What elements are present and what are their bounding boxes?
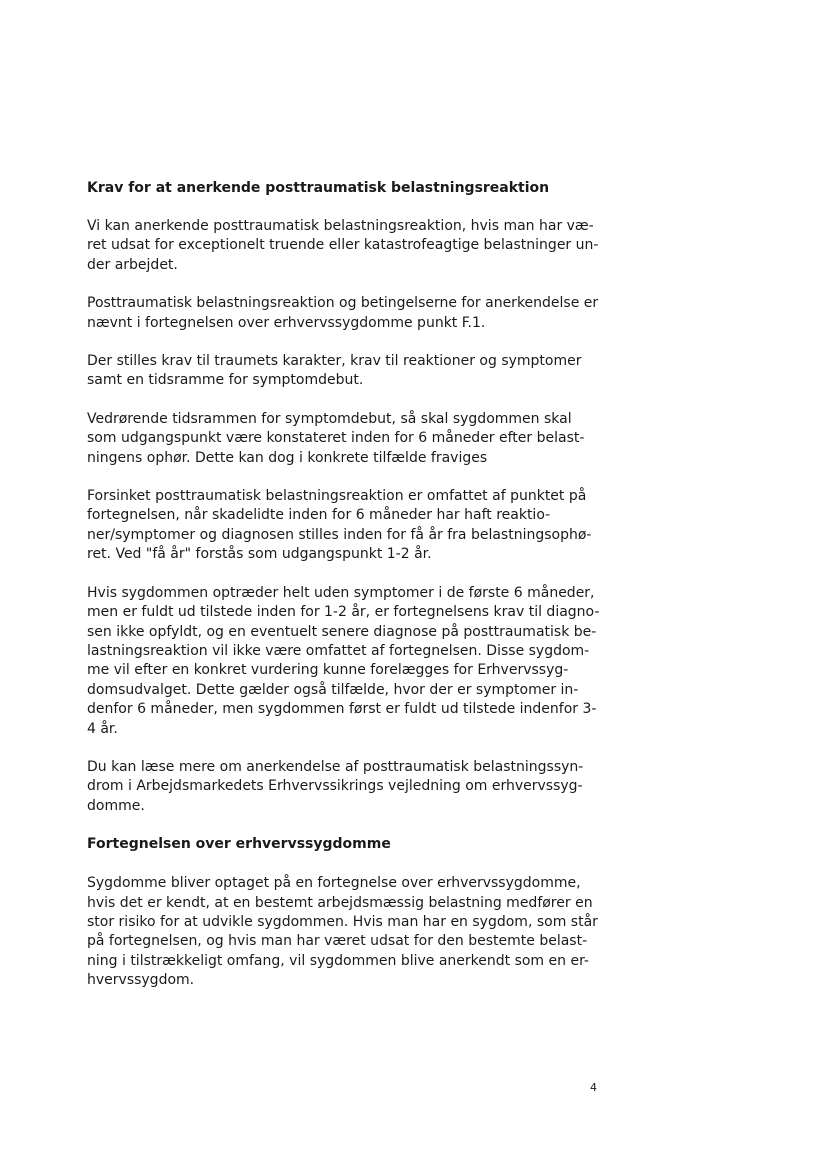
text-line: drom i Arbejdsmarkedets Erhvervssikrings vejledning om erhvervssyg- (87, 778, 583, 795)
text-line: ning i tilstrækkeligt omfang, vil sygdommen blive anerkendt som en er- (87, 952, 589, 969)
text-line: som udgangspunkt være konstateret inden for 6 måneder efter belast- (87, 430, 585, 447)
text-line: ningens ophør. Dette kan dog i konkrete tilfælde fraviges (87, 449, 488, 466)
text-line: ret. Ved "få år" forstås som udgangspunkt 1-2 år. (87, 546, 432, 563)
text-line: domsudvalget. Dette gælder også tilfælde, hvor der er symptomer in- (87, 681, 579, 698)
text-line: me vil efter en konkret vurdering kunne forelægges for Erhvervssyg- (87, 662, 569, 679)
paragraph-5 (87, 487, 607, 565)
text-line: sen ikke opfyldt, og en eventuelt senere diagnose på posttraumatisk be- (87, 623, 597, 640)
paragraph-7 (87, 758, 607, 816)
text-line: Sygdomme bliver optaget på en fortegnelse over erhvervssygdomme, (87, 875, 581, 892)
text-line: hvis det er kendt, at en bestemt arbejdsmæssig belastning medfører en (87, 894, 593, 911)
text-line: Hvis sygdommen optræder helt uden symptomer i de første 6 måneder, (87, 584, 595, 601)
text-line: lastningsreaktion vil ikke være omfattet af fortegnelsen. Disse sygdom- (87, 642, 590, 659)
text-line: fortegnelsen, når skadelidte inden for 6 måneder har haft reaktio- (87, 507, 551, 524)
section-heading-fortegnelsen: Fortegnelsen over erhvervssygdomme (87, 836, 391, 853)
section-heading-krav: Krav for at anerkende posttraumatisk belastningsreaktion (87, 180, 550, 196)
text-line: på fortegnelsen, og hvis man har været udsat for den bestemte belast- (87, 933, 588, 950)
text-line: samt en tidsramme for symptomdebut. (87, 372, 364, 389)
text-line: der arbejdet. (87, 256, 178, 273)
paragraph-3 (87, 352, 607, 391)
text-line: ret udsat for exceptionelt truende eller katastrofeagtige belastninger un- (87, 237, 599, 254)
page-number: 4 (590, 1081, 597, 1094)
text-line: Posttraumatisk belastningsreaktion og betingelserne for anerkendelse er (87, 295, 599, 312)
document-body (87, 178, 607, 991)
text-line: ner/symptomer og diagnosen stilles inden for få år fra belastningsophø- (87, 526, 592, 543)
text-line: Forsinket posttraumatisk belastningsreaktion er omfattet af punktet på (87, 488, 587, 505)
text-line: denfor 6 måneder, men sygdommen først er fuldt ud tilstede indenfor 3- (87, 701, 597, 718)
text-line: men er fuldt ud tilstede inden for 1-2 år, er fortegnelsens krav til diagno- (87, 604, 600, 621)
paragraph-8 (87, 874, 607, 990)
text-line: Der stilles krav til traumets karakter, krav til reaktioner og symptomer (87, 353, 582, 370)
text-line: stor risiko for at udvikle sygdommen. Hvis man har en sygdom, som står (87, 913, 598, 930)
paragraph-4 (87, 410, 607, 468)
paragraph-2 (87, 294, 607, 333)
text-line: domme. (87, 797, 145, 814)
text-line: nævnt i fortegnelsen over erhvervssygdomme punkt F.1. (87, 314, 486, 331)
text-line: 4 år. (87, 720, 118, 737)
text-line: Du kan læse mere om anerkendelse af posttraumatisk belastningssyn- (87, 758, 584, 775)
text-line: Vedrørende tidsrammen for symptomdebut, så skal sygdommen skal (87, 410, 572, 427)
text-line: Vi kan anerkende posttraumatisk belastningsreaktion, hvis man har væ- (87, 218, 594, 234)
text-line: hvervssygdom. (87, 972, 195, 989)
paragraph-1 (87, 217, 607, 275)
paragraph-6 (87, 584, 607, 739)
